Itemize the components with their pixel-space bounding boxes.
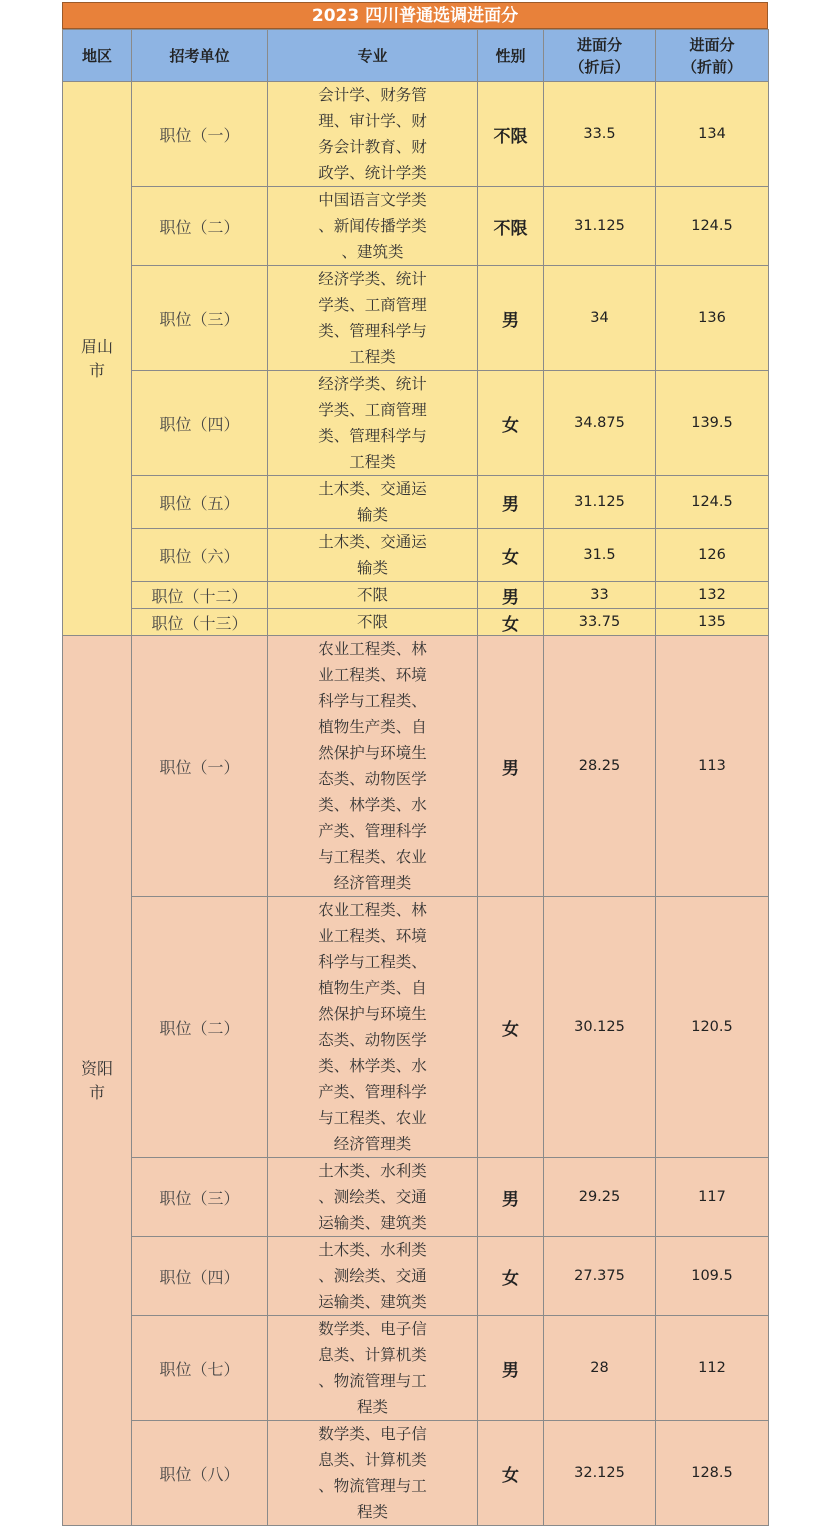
score-after-cell: 34.875 — [544, 371, 656, 476]
major-cell: 不限 — [268, 582, 478, 609]
gender-cell: 男 — [478, 582, 544, 609]
score-after-cell: 33 — [544, 582, 656, 609]
unit-cell: 职位（八） — [132, 1421, 268, 1526]
gender-cell: 女 — [478, 529, 544, 582]
gender-cell: 不限 — [478, 82, 544, 187]
header-score-after — [544, 30, 656, 82]
unit-cell: 职位（二） — [132, 897, 268, 1158]
table-row — [63, 529, 769, 582]
major-cell: 经济学类、统计 学类、工商管理 类、管理科学与 工程类 — [268, 266, 478, 371]
region-cell — [63, 82, 132, 636]
gender-cell: 女 — [478, 1421, 544, 1526]
table-title: 2023 四川普通选调进面分 — [62, 2, 768, 29]
score-before-cell: 126 — [656, 529, 769, 582]
major-cell: 数学类、电子信 息类、计算机类 、物流管理与工 程类 — [268, 1316, 478, 1421]
score-after-cell: 33.75 — [544, 609, 656, 636]
header-score-before — [656, 30, 769, 82]
unit-cell: 职位（六） — [132, 529, 268, 582]
table-header — [63, 30, 769, 82]
table-row — [63, 582, 769, 609]
score-before-cell: 139.5 — [656, 371, 769, 476]
major-cell: 经济学类、统计 学类、工商管理 类、管理科学与 工程类 — [268, 371, 478, 476]
header-score-before-line2: （折前） — [681, 57, 742, 76]
score-before-cell: 120.5 — [656, 897, 769, 1158]
score-before-cell: 117 — [656, 1158, 769, 1237]
score-after-cell: 27.375 — [544, 1237, 656, 1316]
table-row — [63, 636, 769, 897]
table-row — [63, 609, 769, 636]
group-meishan — [63, 82, 769, 636]
gender-cell: 不限 — [478, 187, 544, 266]
unit-cell: 职位（十二） — [132, 582, 268, 609]
major-cell: 土木类、交通运 输类 — [268, 476, 478, 529]
unit-cell: 职位（三） — [132, 266, 268, 371]
unit-cell: 职位（四） — [132, 371, 268, 476]
unit-cell: 职位（七） — [132, 1316, 268, 1421]
score-after-cell: 32.125 — [544, 1421, 656, 1526]
group-ziyang — [63, 636, 769, 1526]
score-before-cell: 113 — [656, 636, 769, 897]
header-unit: 招考单位 — [132, 30, 268, 82]
unit-cell: 职位（一） — [132, 636, 268, 897]
region-cell — [63, 636, 132, 1526]
header-gender: 性别 — [478, 30, 544, 82]
score-before-cell: 124.5 — [656, 476, 769, 529]
gender-cell: 女 — [478, 609, 544, 636]
score-after-cell: 29.25 — [544, 1158, 656, 1237]
score-before-cell: 124.5 — [656, 187, 769, 266]
unit-cell: 职位（四） — [132, 1237, 268, 1316]
score-before-cell: 135 — [656, 609, 769, 636]
table-row — [63, 371, 769, 476]
header-major: 专业 — [268, 30, 478, 82]
major-cell: 会计学、财务管 理、审计学、财 务会计教育、财 政学、统计学类 — [268, 82, 478, 187]
major-cell: 农业工程类、林 业工程类、环境 科学与工程类、 植物生产类、自 然保护与环境生 态类、动物医学 类、林学类、水 产类、管理科学 与工程类、农业 经济管理类 — [268, 636, 478, 897]
gender-cell: 男 — [478, 1158, 544, 1237]
score-after-cell: 31.125 — [544, 187, 656, 266]
score-sheet — [62, 2, 768, 1526]
header-region: 地区 — [63, 30, 132, 82]
gender-cell: 男 — [478, 266, 544, 371]
major-cell: 农业工程类、林 业工程类、环境 科学与工程类、 植物生产类、自 然保护与环境生 态类、动物医学 类、林学类、水 产类、管理科学 与工程类、农业 经济管理类 — [268, 897, 478, 1158]
table-row — [63, 187, 769, 266]
unit-cell: 职位（二） — [132, 187, 268, 266]
unit-cell: 职位（五） — [132, 476, 268, 529]
table-row — [63, 266, 769, 371]
score-before-cell: 128.5 — [656, 1421, 769, 1526]
score-after-cell: 31.125 — [544, 476, 656, 529]
score-before-cell: 109.5 — [656, 1237, 769, 1316]
major-cell: 土木类、水利类 、测绘类、交通 运输类、建筑类 — [268, 1158, 478, 1237]
region-label-line: 眉山 — [80, 336, 113, 356]
header-score-before-line1: 进面分 — [689, 35, 735, 54]
header-row — [63, 30, 769, 82]
header-score-after-line1: 进面分 — [576, 35, 622, 54]
region-label-line: 市 — [88, 1082, 105, 1102]
major-cell: 不限 — [268, 609, 478, 636]
major-cell: 中国语言文学类 、新闻传播学类 、建筑类 — [268, 187, 478, 266]
table-row — [63, 476, 769, 529]
major-cell: 土木类、水利类 、测绘类、交通 运输类、建筑类 — [268, 1237, 478, 1316]
unit-cell: 职位（一） — [132, 82, 268, 187]
table-row — [63, 897, 769, 1158]
score-after-cell: 34 — [544, 266, 656, 371]
table-row — [63, 1158, 769, 1237]
gender-cell: 男 — [478, 476, 544, 529]
score-after-cell: 31.5 — [544, 529, 656, 582]
gender-cell: 女 — [478, 897, 544, 1158]
score-after-cell: 28 — [544, 1316, 656, 1421]
region-label-line: 资阳 — [80, 1058, 113, 1078]
major-cell: 土木类、交通运 输类 — [268, 529, 478, 582]
table-row — [63, 1237, 769, 1316]
unit-cell: 职位（三） — [132, 1158, 268, 1237]
score-after-cell: 28.25 — [544, 636, 656, 897]
gender-cell: 男 — [478, 636, 544, 897]
region-label-line: 市 — [88, 360, 105, 380]
table-row — [63, 82, 769, 187]
table-row — [63, 1316, 769, 1421]
unit-cell: 职位（十三） — [132, 609, 268, 636]
score-after-cell: 30.125 — [544, 897, 656, 1158]
gender-cell: 女 — [478, 1237, 544, 1316]
score-after-cell: 33.5 — [544, 82, 656, 187]
score-before-cell: 134 — [656, 82, 769, 187]
score-before-cell: 136 — [656, 266, 769, 371]
score-before-cell: 112 — [656, 1316, 769, 1421]
major-cell: 数学类、电子信 息类、计算机类 、物流管理与工 程类 — [268, 1421, 478, 1526]
score-table — [62, 29, 769, 1526]
gender-cell: 男 — [478, 1316, 544, 1421]
gender-cell: 女 — [478, 371, 544, 476]
score-before-cell: 132 — [656, 582, 769, 609]
table-row — [63, 1421, 769, 1526]
header-score-after-line2: （折后） — [569, 57, 630, 76]
